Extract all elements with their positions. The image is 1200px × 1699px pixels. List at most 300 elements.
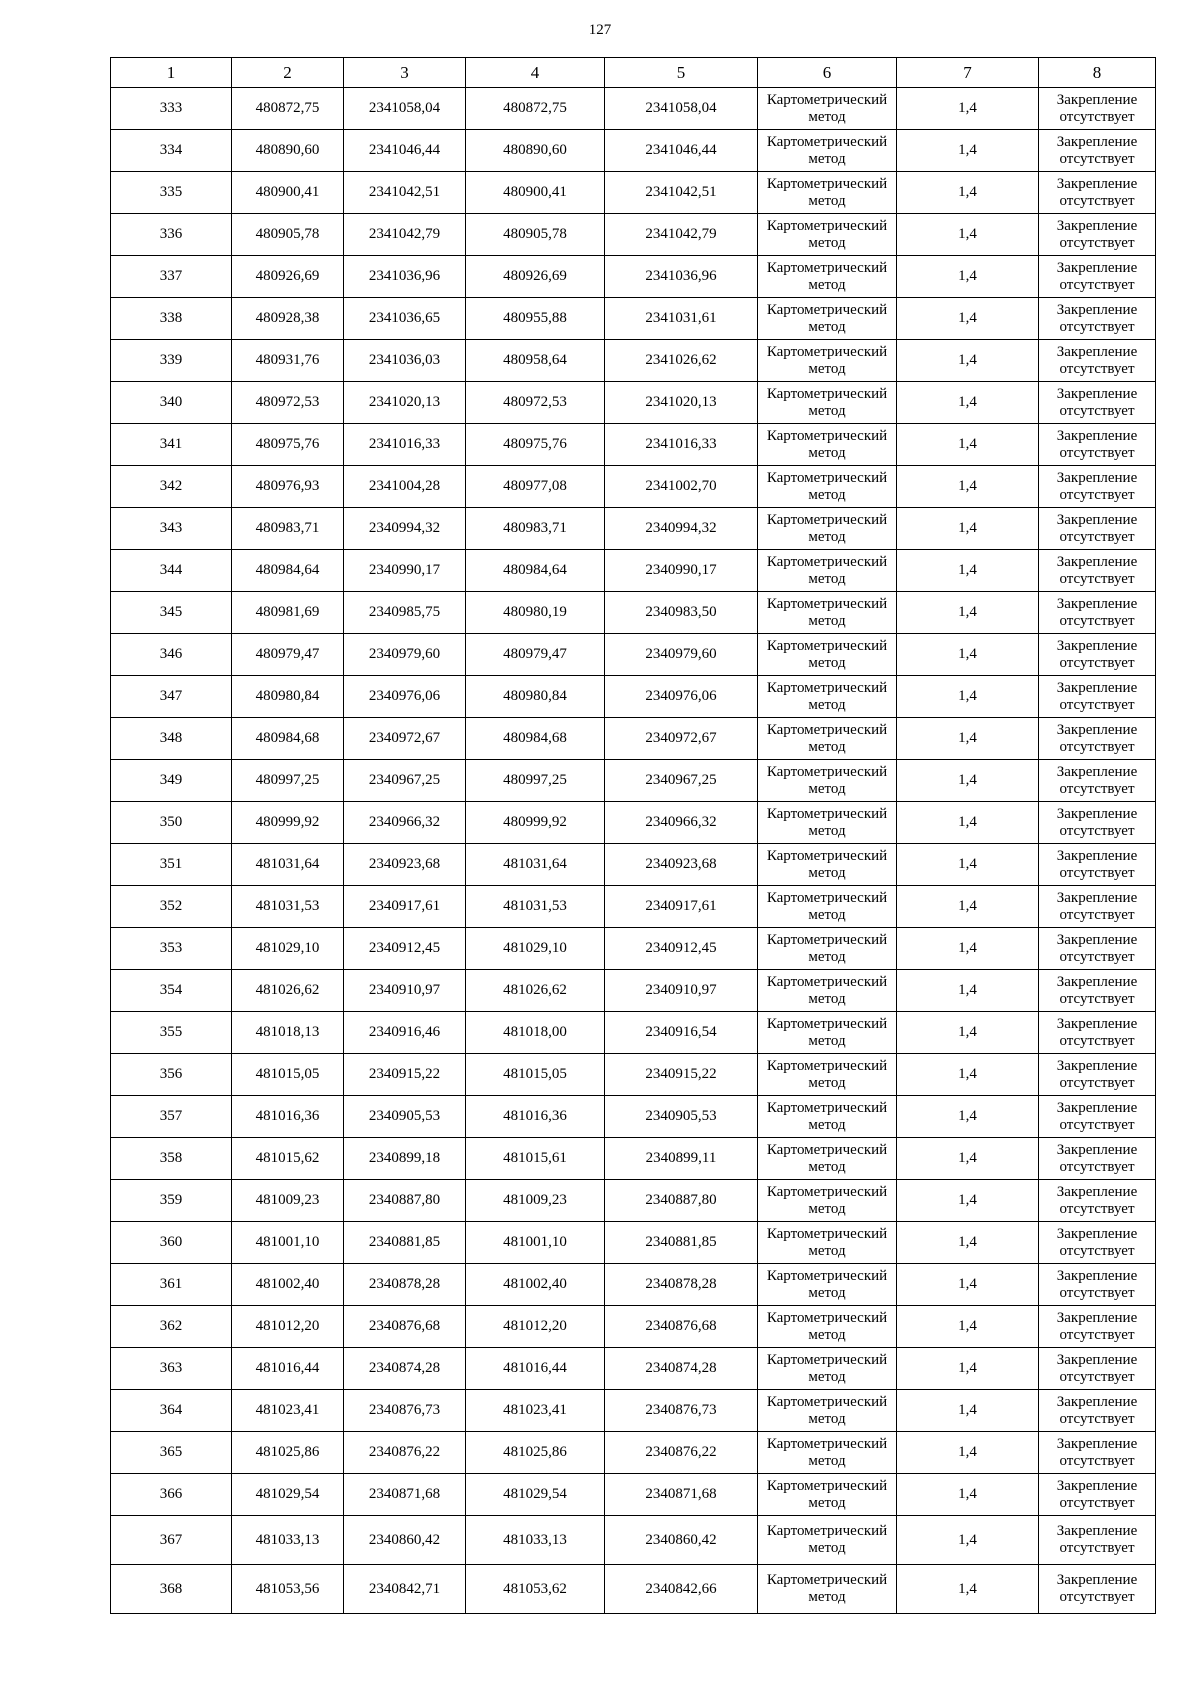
table-row — [111, 760, 1156, 802]
x-existing-cell: 480926,69 — [232, 256, 344, 298]
method-cell-line: Картометрический — [766, 1057, 888, 1074]
table-row — [111, 1138, 1156, 1180]
accuracy-cell: 1,4 — [897, 1012, 1039, 1054]
accuracy-cell: 1,4 — [897, 970, 1039, 1012]
method-cell-line: метод — [808, 1494, 846, 1511]
accuracy-cell: 1,4 — [897, 1432, 1039, 1474]
x-refined-cell: 481016,44 — [466, 1348, 605, 1390]
fixation-cell-line: Закрепление — [1056, 1477, 1138, 1494]
fixation-cell-line: отсутствует — [1059, 864, 1135, 881]
method-cell-line: метод — [808, 360, 846, 377]
method-cell-line: Картометрический — [766, 91, 888, 108]
y-existing-cell: 2340910,97 — [344, 970, 466, 1012]
y-refined-cell: 2340874,28 — [605, 1348, 758, 1390]
fixation-cell — [1039, 508, 1156, 550]
point-number-cell: 349 — [111, 760, 232, 802]
fixation-cell-line: Закрепление — [1056, 175, 1138, 192]
accuracy-cell: 1,4 — [897, 130, 1039, 172]
y-existing-cell: 2340990,17 — [344, 550, 466, 592]
y-existing-cell: 2341016,33 — [344, 424, 466, 466]
method-cell-line: метод — [808, 276, 846, 293]
table-row — [111, 1054, 1156, 1096]
y-refined-cell: 2341002,70 — [605, 466, 758, 508]
header-cell: 3 — [344, 58, 466, 88]
table-row — [111, 550, 1156, 592]
y-refined-cell: 2340990,17 — [605, 550, 758, 592]
x-refined-cell: 481016,36 — [466, 1096, 605, 1138]
fixation-cell-line: Закрепление — [1056, 427, 1138, 444]
y-refined-cell: 2340994,32 — [605, 508, 758, 550]
fixation-cell-line: Закрепление — [1056, 1309, 1138, 1326]
y-refined-cell: 2340910,97 — [605, 970, 758, 1012]
accuracy-cell: 1,4 — [897, 634, 1039, 676]
method-cell — [758, 1348, 897, 1390]
method-cell-line: Картометрический — [766, 1183, 888, 1200]
y-existing-cell: 2341036,03 — [344, 340, 466, 382]
x-existing-cell: 481001,10 — [232, 1222, 344, 1264]
y-existing-cell: 2340915,22 — [344, 1054, 466, 1096]
point-number-cell: 346 — [111, 634, 232, 676]
y-refined-cell: 2340983,50 — [605, 592, 758, 634]
x-existing-cell: 480872,75 — [232, 88, 344, 130]
y-refined-cell: 2340899,11 — [605, 1138, 758, 1180]
method-cell — [758, 592, 897, 634]
y-refined-cell: 2341036,96 — [605, 256, 758, 298]
method-cell-line: метод — [808, 1326, 846, 1343]
y-existing-cell: 2340876,68 — [344, 1306, 466, 1348]
method-cell-line: Картометрический — [766, 721, 888, 738]
fixation-cell — [1039, 844, 1156, 886]
x-refined-cell: 480890,60 — [466, 130, 605, 172]
fixation-cell-line: Закрепление — [1056, 1141, 1138, 1158]
x-refined-cell: 480977,08 — [466, 466, 605, 508]
point-number-cell: 343 — [111, 508, 232, 550]
x-existing-cell: 480972,53 — [232, 382, 344, 424]
method-cell-line: Картометрический — [766, 763, 888, 780]
table-row — [111, 676, 1156, 718]
x-refined-cell: 480958,64 — [466, 340, 605, 382]
x-existing-cell: 480984,64 — [232, 550, 344, 592]
fixation-cell-line: Закрепление — [1056, 847, 1138, 864]
fixation-cell-line: Закрепление — [1056, 1267, 1138, 1284]
method-cell-line: Картометрический — [766, 175, 888, 192]
y-refined-cell: 2340967,25 — [605, 760, 758, 802]
point-number-cell: 344 — [111, 550, 232, 592]
fixation-cell-line: отсутствует — [1059, 360, 1135, 377]
method-cell-line: Картометрический — [766, 553, 888, 570]
accuracy-cell: 1,4 — [897, 214, 1039, 256]
accuracy-cell: 1,4 — [897, 1222, 1039, 1264]
method-cell — [758, 844, 897, 886]
x-refined-cell: 480997,25 — [466, 760, 605, 802]
header-cell: 1 — [111, 58, 232, 88]
x-existing-cell: 480979,47 — [232, 634, 344, 676]
accuracy-cell: 1,4 — [897, 592, 1039, 634]
y-existing-cell: 2340966,32 — [344, 802, 466, 844]
accuracy-cell: 1,4 — [897, 466, 1039, 508]
fixation-cell — [1039, 1348, 1156, 1390]
x-refined-cell: 481053,62 — [466, 1565, 605, 1614]
fixation-cell-line: отсутствует — [1059, 1410, 1135, 1427]
point-number-cell: 336 — [111, 214, 232, 256]
x-existing-cell: 481029,54 — [232, 1474, 344, 1516]
y-refined-cell: 2340876,68 — [605, 1306, 758, 1348]
y-existing-cell: 2340876,73 — [344, 1390, 466, 1432]
accuracy-cell: 1,4 — [897, 298, 1039, 340]
y-existing-cell: 2340871,68 — [344, 1474, 466, 1516]
table-row — [111, 508, 1156, 550]
fixation-cell-line: Закрепление — [1056, 1523, 1138, 1539]
y-existing-cell: 2340985,75 — [344, 592, 466, 634]
x-existing-cell: 480975,76 — [232, 424, 344, 466]
y-existing-cell: 2341042,51 — [344, 172, 466, 214]
table-row — [111, 802, 1156, 844]
x-refined-cell: 480980,19 — [466, 592, 605, 634]
fixation-cell — [1039, 1390, 1156, 1432]
method-cell-line: метод — [808, 612, 846, 629]
fixation-cell — [1039, 1264, 1156, 1306]
x-existing-cell: 480900,41 — [232, 172, 344, 214]
y-refined-cell: 2340923,68 — [605, 844, 758, 886]
table-row — [111, 1565, 1156, 1614]
method-cell-line: Картометрический — [766, 931, 888, 948]
method-cell-line: метод — [808, 1074, 846, 1091]
accuracy-cell: 1,4 — [897, 1348, 1039, 1390]
y-refined-cell: 2340972,67 — [605, 718, 758, 760]
fixation-cell — [1039, 1432, 1156, 1474]
point-number-cell: 360 — [111, 1222, 232, 1264]
y-refined-cell: 2340976,06 — [605, 676, 758, 718]
method-cell — [758, 1516, 897, 1565]
point-number-cell: 366 — [111, 1474, 232, 1516]
x-existing-cell: 481033,13 — [232, 1516, 344, 1565]
y-existing-cell: 2341036,96 — [344, 256, 466, 298]
table-row — [111, 88, 1156, 130]
fixation-cell-line: отсутствует — [1059, 570, 1135, 587]
y-refined-cell: 2340860,42 — [605, 1516, 758, 1565]
table-row — [111, 592, 1156, 634]
accuracy-cell: 1,4 — [897, 1516, 1039, 1565]
accuracy-cell: 1,4 — [897, 382, 1039, 424]
y-existing-cell: 2341020,13 — [344, 382, 466, 424]
fixation-cell-line: отсутствует — [1059, 990, 1135, 1007]
table-row — [111, 634, 1156, 676]
method-cell-line: метод — [808, 150, 846, 167]
point-number-cell: 368 — [111, 1565, 232, 1614]
method-cell-line: метод — [808, 1032, 846, 1049]
header-cell: 8 — [1039, 58, 1156, 88]
x-existing-cell: 481015,05 — [232, 1054, 344, 1096]
x-refined-cell: 481023,41 — [466, 1390, 605, 1432]
fixation-cell-line: отсутствует — [1059, 1074, 1135, 1091]
point-number-cell: 358 — [111, 1138, 232, 1180]
method-cell-line: метод — [808, 318, 846, 335]
fixation-cell — [1039, 1565, 1156, 1614]
fixation-cell — [1039, 382, 1156, 424]
accuracy-cell: 1,4 — [897, 1264, 1039, 1306]
accuracy-cell: 1,4 — [897, 718, 1039, 760]
y-existing-cell: 2340979,60 — [344, 634, 466, 676]
method-cell — [758, 676, 897, 718]
y-existing-cell: 2340905,53 — [344, 1096, 466, 1138]
y-refined-cell: 2341016,33 — [605, 424, 758, 466]
fixation-cell-line: Закрепление — [1056, 1393, 1138, 1410]
y-existing-cell: 2340917,61 — [344, 886, 466, 928]
method-cell-line: метод — [808, 1452, 846, 1469]
fixation-cell-line: Закрепление — [1056, 1015, 1138, 1032]
point-number-cell: 365 — [111, 1432, 232, 1474]
x-existing-cell: 481026,62 — [232, 970, 344, 1012]
y-refined-cell: 2341042,79 — [605, 214, 758, 256]
y-refined-cell: 2340915,22 — [605, 1054, 758, 1096]
accuracy-cell: 1,4 — [897, 1096, 1039, 1138]
fixation-cell-line: отсутствует — [1059, 108, 1135, 125]
table-row — [111, 214, 1156, 256]
point-number-cell: 335 — [111, 172, 232, 214]
x-refined-cell: 480900,41 — [466, 172, 605, 214]
point-number-cell: 367 — [111, 1516, 232, 1565]
table-row — [111, 928, 1156, 970]
fixation-cell — [1039, 1516, 1156, 1565]
accuracy-cell: 1,4 — [897, 340, 1039, 382]
method-cell — [758, 802, 897, 844]
fixation-cell — [1039, 466, 1156, 508]
method-cell-line: Картометрический — [766, 259, 888, 276]
method-cell — [758, 1096, 897, 1138]
method-cell — [758, 1306, 897, 1348]
header-cell: 7 — [897, 58, 1039, 88]
fixation-cell-line: отсутствует — [1059, 612, 1135, 629]
accuracy-cell: 1,4 — [897, 508, 1039, 550]
fixation-cell-line: отсутствует — [1059, 444, 1135, 461]
fixation-cell — [1039, 760, 1156, 802]
accuracy-cell: 1,4 — [897, 1565, 1039, 1614]
method-cell-line: Картометрический — [766, 1267, 888, 1284]
point-number-cell: 364 — [111, 1390, 232, 1432]
x-existing-cell: 481016,36 — [232, 1096, 344, 1138]
fixation-cell — [1039, 970, 1156, 1012]
fixation-cell — [1039, 634, 1156, 676]
point-number-cell: 354 — [111, 970, 232, 1012]
method-cell-line: Картометрический — [766, 217, 888, 234]
method-cell — [758, 130, 897, 172]
table-row — [111, 424, 1156, 466]
header-cell: 2 — [232, 58, 344, 88]
x-existing-cell: 481031,64 — [232, 844, 344, 886]
method-cell-line: Картометрический — [766, 427, 888, 444]
y-refined-cell: 2340966,32 — [605, 802, 758, 844]
fixation-cell-line: отсутствует — [1059, 1200, 1135, 1217]
method-cell-line: метод — [808, 1368, 846, 1385]
accuracy-cell: 1,4 — [897, 886, 1039, 928]
fixation-cell-line: Закрепление — [1056, 679, 1138, 696]
fixation-cell-line: Закрепление — [1056, 343, 1138, 360]
accuracy-cell: 1,4 — [897, 1474, 1039, 1516]
fixation-cell — [1039, 1096, 1156, 1138]
header-row — [111, 58, 1156, 88]
fixation-cell-line: отсутствует — [1059, 738, 1135, 755]
method-cell — [758, 1222, 897, 1264]
fixation-cell-line: отсутствует — [1059, 654, 1135, 671]
method-cell-line: Картометрический — [766, 1477, 888, 1494]
x-refined-cell: 481012,20 — [466, 1306, 605, 1348]
fixation-cell-line: отсутствует — [1059, 486, 1135, 503]
method-cell-line: метод — [808, 528, 846, 545]
x-existing-cell: 481025,86 — [232, 1432, 344, 1474]
method-cell-line: метод — [808, 1158, 846, 1175]
header-cell: 6 — [758, 58, 897, 88]
method-cell-line: метод — [808, 486, 846, 503]
fixation-cell-line: отсутствует — [1059, 1540, 1135, 1556]
method-cell-line: Картометрический — [766, 1309, 888, 1326]
y-refined-cell: 2340916,54 — [605, 1012, 758, 1054]
method-cell-line: метод — [808, 192, 846, 209]
method-cell — [758, 382, 897, 424]
table-row — [111, 1516, 1156, 1565]
fixation-cell — [1039, 1012, 1156, 1054]
method-cell-line: Картометрический — [766, 595, 888, 612]
method-cell-line: метод — [808, 1284, 846, 1301]
fixation-cell — [1039, 298, 1156, 340]
fixation-cell-line: Закрепление — [1056, 931, 1138, 948]
point-number-cell: 363 — [111, 1348, 232, 1390]
fixation-cell-line: Закрепление — [1056, 259, 1138, 276]
fixation-cell — [1039, 1138, 1156, 1180]
method-cell-line: метод — [808, 780, 846, 797]
page-number: 127 — [588, 22, 612, 38]
fixation-cell — [1039, 1474, 1156, 1516]
x-existing-cell: 481012,20 — [232, 1306, 344, 1348]
y-existing-cell: 2340976,06 — [344, 676, 466, 718]
y-existing-cell: 2340887,80 — [344, 1180, 466, 1222]
fixation-cell — [1039, 256, 1156, 298]
method-cell-line: Картометрический — [766, 1099, 888, 1116]
y-existing-cell: 2340916,46 — [344, 1012, 466, 1054]
fixation-cell — [1039, 676, 1156, 718]
fixation-cell-line: отсутствует — [1059, 528, 1135, 545]
accuracy-cell: 1,4 — [897, 88, 1039, 130]
fixation-cell-line: Закрепление — [1056, 301, 1138, 318]
x-refined-cell: 480905,78 — [466, 214, 605, 256]
method-cell-line: Картометрический — [766, 1523, 888, 1539]
table-row — [111, 1390, 1156, 1432]
fixation-cell-line: Закрепление — [1056, 1351, 1138, 1368]
method-cell — [758, 340, 897, 382]
x-refined-cell: 480984,64 — [466, 550, 605, 592]
fixation-cell-line: отсутствует — [1059, 1284, 1135, 1301]
point-number-cell: 338 — [111, 298, 232, 340]
point-number-cell: 351 — [111, 844, 232, 886]
fixation-cell-line: Закрепление — [1056, 217, 1138, 234]
fixation-cell-line: Закрепление — [1056, 637, 1138, 654]
y-refined-cell: 2340905,53 — [605, 1096, 758, 1138]
x-existing-cell: 481016,44 — [232, 1348, 344, 1390]
y-refined-cell: 2340881,85 — [605, 1222, 758, 1264]
method-cell-line: метод — [808, 696, 846, 713]
x-refined-cell: 481033,13 — [466, 1516, 605, 1565]
fixation-cell — [1039, 718, 1156, 760]
method-cell-line: метод — [808, 906, 846, 923]
fixation-cell — [1039, 88, 1156, 130]
method-cell-line: Картометрический — [766, 1435, 888, 1452]
method-cell-line: Картометрический — [766, 301, 888, 318]
x-refined-cell: 481029,54 — [466, 1474, 605, 1516]
method-cell — [758, 550, 897, 592]
x-existing-cell: 481009,23 — [232, 1180, 344, 1222]
x-existing-cell: 481015,62 — [232, 1138, 344, 1180]
table-row — [111, 1432, 1156, 1474]
x-refined-cell: 480872,75 — [466, 88, 605, 130]
x-refined-cell: 481026,62 — [466, 970, 605, 1012]
method-cell-line: метод — [808, 948, 846, 965]
accuracy-cell: 1,4 — [897, 1054, 1039, 1096]
fixation-cell — [1039, 886, 1156, 928]
method-cell-line: метод — [808, 234, 846, 251]
method-cell-line: Картометрический — [766, 343, 888, 360]
x-refined-cell: 480979,47 — [466, 634, 605, 676]
fixation-cell-line: Закрепление — [1056, 553, 1138, 570]
method-cell-line: Картометрический — [766, 1015, 888, 1032]
table-row — [111, 886, 1156, 928]
accuracy-cell: 1,4 — [897, 760, 1039, 802]
point-number-cell: 341 — [111, 424, 232, 466]
y-refined-cell: 2341031,61 — [605, 298, 758, 340]
y-existing-cell: 2340876,22 — [344, 1432, 466, 1474]
method-cell-line: метод — [808, 1200, 846, 1217]
x-refined-cell: 480983,71 — [466, 508, 605, 550]
y-existing-cell: 2340967,25 — [344, 760, 466, 802]
fixation-cell-line: Закрепление — [1056, 763, 1138, 780]
x-refined-cell: 480999,92 — [466, 802, 605, 844]
method-cell-line: Картометрический — [766, 469, 888, 486]
point-number-cell: 357 — [111, 1096, 232, 1138]
accuracy-cell: 1,4 — [897, 928, 1039, 970]
fixation-cell — [1039, 1222, 1156, 1264]
fixation-cell-line: отсутствует — [1059, 1494, 1135, 1511]
fixation-cell — [1039, 340, 1156, 382]
x-refined-cell: 481015,05 — [466, 1054, 605, 1096]
method-cell — [758, 718, 897, 760]
fixation-cell-line: отсутствует — [1059, 150, 1135, 167]
y-existing-cell: 2340912,45 — [344, 928, 466, 970]
method-cell — [758, 466, 897, 508]
y-existing-cell: 2341046,44 — [344, 130, 466, 172]
method-cell — [758, 1012, 897, 1054]
y-existing-cell: 2340874,28 — [344, 1348, 466, 1390]
point-number-cell: 347 — [111, 676, 232, 718]
table-row — [111, 718, 1156, 760]
table-row — [111, 1180, 1156, 1222]
method-cell — [758, 424, 897, 466]
x-refined-cell: 481009,23 — [466, 1180, 605, 1222]
fixation-cell-line: отсутствует — [1059, 234, 1135, 251]
point-number-cell: 359 — [111, 1180, 232, 1222]
x-existing-cell: 480905,78 — [232, 214, 344, 256]
accuracy-cell: 1,4 — [897, 256, 1039, 298]
fixation-cell-line: отсутствует — [1059, 1589, 1135, 1605]
point-number-cell: 334 — [111, 130, 232, 172]
point-number-cell: 337 — [111, 256, 232, 298]
method-cell — [758, 1390, 897, 1432]
method-cell — [758, 1180, 897, 1222]
fixation-cell-line: отсутствует — [1059, 1158, 1135, 1175]
x-existing-cell: 480999,92 — [232, 802, 344, 844]
table-row — [111, 1096, 1156, 1138]
fixation-cell — [1039, 1306, 1156, 1348]
x-refined-cell: 480980,84 — [466, 676, 605, 718]
y-existing-cell: 2341036,65 — [344, 298, 466, 340]
method-cell-line: Картометрический — [766, 1141, 888, 1158]
